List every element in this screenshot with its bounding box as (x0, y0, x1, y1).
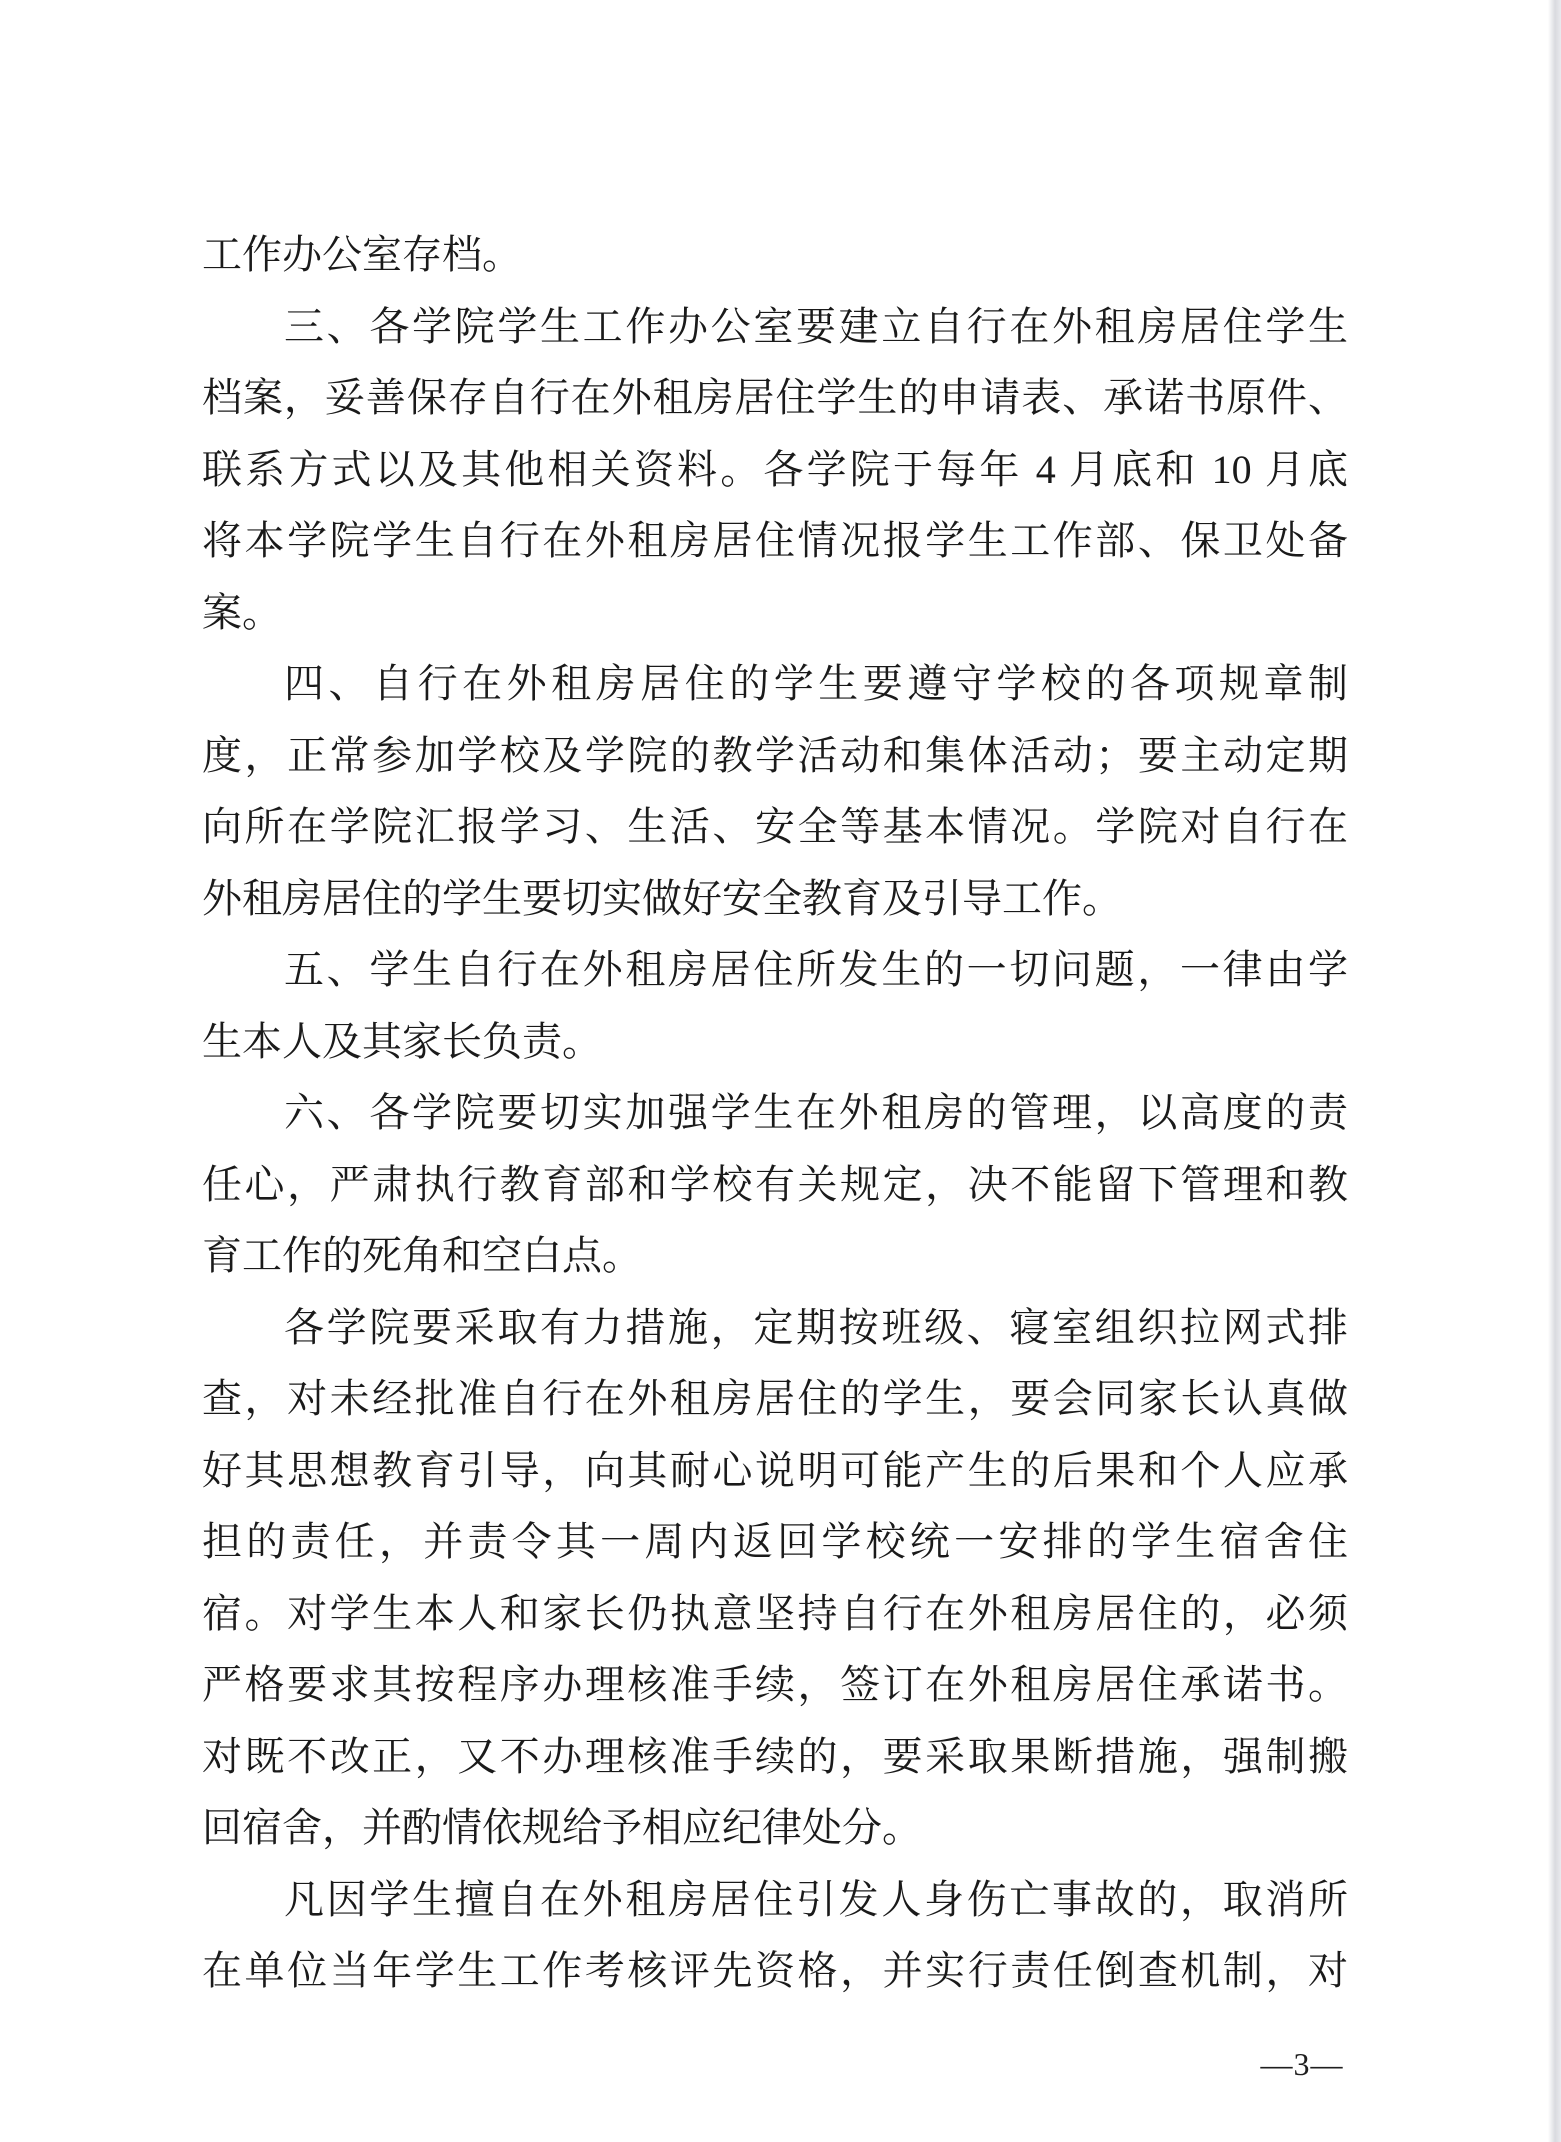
text-line: 案。 (202, 589, 282, 635)
scan-edge-artifact (1548, 0, 1561, 2142)
document-body (202, 219, 1348, 2007)
text-line: 各学院要采取有力措施，定期按班级、寝室组织拉网式排 (284, 1304, 1348, 1350)
text-line: 好其思想教育引导，向其耐心说明可能产生的后果和个人应承 (202, 1447, 1348, 1493)
text-line: 在单位当年学生工作考核评先资格，并实行责任倒查机制，对 (202, 1948, 1348, 1993)
text-line: 六、各学院要切实加强学生在外租房的管理，以高度的责 (284, 1090, 1348, 1135)
text-line: 五、学生自行在外租房居住所发生的一切问题，一律由学 (284, 947, 1348, 992)
text-line: 宿。对学生本人和家长仍执意坚持自行在外租房居住的，必须 (202, 1590, 1348, 1636)
text-line: 度，正常参加学校及学院的教学活动和集体活动；要主动定期 (202, 732, 1348, 778)
text-line: 生本人及其家长负责。 (202, 1018, 602, 1064)
text-line: 三、各学院学生工作办公室要建立自行在外租房居住学生 (284, 303, 1348, 349)
text-line: 回宿舍，并酌情依规给予相应纪律处分。 (202, 1805, 922, 1850)
text-line: 档案，妥善保存自行在外租房居住学生的申请表、承诺书原件、 (202, 375, 1348, 420)
text-line: 对既不改正，又不办理核准手续的，要采取果断措施，强制搬 (202, 1733, 1348, 1779)
text-line: 向所在学院汇报学习、生活、安全等基本情况。学院对自行在 (202, 804, 1348, 849)
text-line: 育工作的死角和空白点。 (202, 1233, 642, 1278)
text-line: 外租房居住的学生要切实做好安全教育及引导工作。 (202, 875, 1122, 921)
text-line: 任心，严肃执行教育部和学校有关规定，决不能留下管理和教 (202, 1161, 1348, 1207)
text-line: 工作办公室存档。 (202, 232, 522, 277)
text-line: 严格要求其按程序办理核准手续，签订在外租房居住承诺书。 (202, 1662, 1348, 1707)
text-line: 担的责任，并责令其一周内返回学校统一安排的学生宿舍住 (202, 1519, 1348, 1564)
page-number: —3— (1260, 2046, 1344, 2082)
text-line: 四、自行在外租房居住的学生要遵守学校的各项规章制 (284, 661, 1348, 706)
text-line: 查，对未经批准自行在外租房居住的学生，要会同家长认真做 (202, 1376, 1348, 1421)
text-line: 凡因学生擅自在外租房居住引发人身伤亡事故的，取消所 (284, 1876, 1348, 1922)
text-line: 联系方式以及其他相关资料。各学院于每年 4 月底和 10 月底 (202, 446, 1348, 492)
text-line: 将本学院学生自行在外租房居住情况报学生工作部、保卫处备 (202, 518, 1348, 563)
